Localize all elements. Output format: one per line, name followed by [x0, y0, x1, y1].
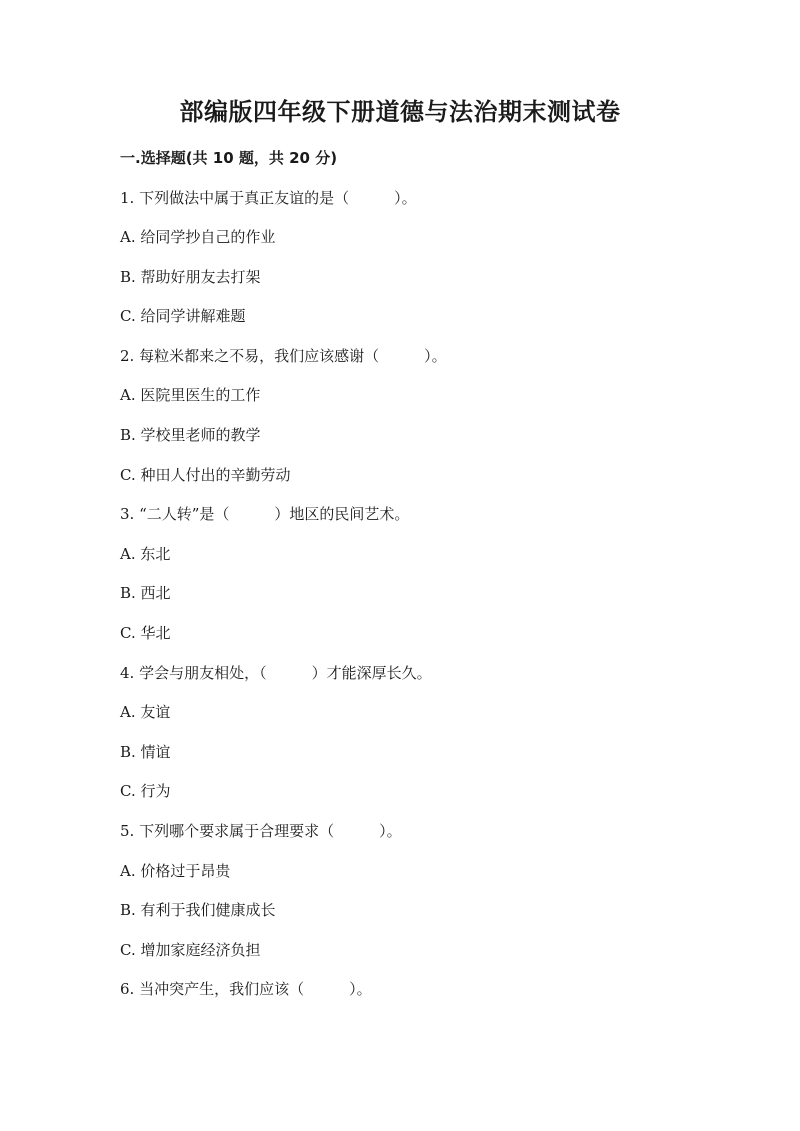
question-2-stem: 2. 每粒米都来之不易，我们应该感谢（ ）。 [120, 347, 447, 365]
question-3-option-c: C. 华北 [120, 624, 171, 642]
question-4-option-c: C. 行为 [120, 782, 171, 800]
question-5-option-a: A. 价格过于昂贵 [120, 862, 231, 880]
question-4-option-b: B. 情谊 [120, 743, 171, 761]
question-4-stem: 4. 学会与朋友相处，（ ）才能深厚长久。 [120, 664, 432, 682]
question-2-option-a: A. 医院里医生的工作 [120, 386, 261, 404]
question-2-option-c: C. 种田人付出的辛勤劳动 [120, 466, 291, 484]
page-title: 部编版四年级下册道德与法治期末测试卷 [179, 98, 621, 126]
question-5-stem: 5. 下列哪个要求属于合理要求（ ）。 [120, 822, 402, 840]
question-2-option-b: B. 学校里老师的教学 [120, 426, 261, 444]
question-6-stem: 6. 当冲突产生，我们应该（ ）。 [120, 980, 372, 998]
question-1-option-b: B. 帮助好朋友去打架 [120, 268, 261, 286]
question-1-stem: 1. 下列做法中属于真正友谊的是（ ）。 [120, 189, 417, 207]
question-3-option-a: A. 东北 [120, 545, 171, 563]
question-4-option-a: A. 友谊 [120, 703, 171, 721]
question-1-option-c: C. 给同学讲解难题 [120, 307, 246, 325]
question-5-option-c: C. 增加家庭经济负担 [120, 941, 261, 959]
question-3-stem: 3. “二人转”是（ ）地区的民间艺术。 [120, 505, 410, 523]
question-5-option-b: B. 有利于我们健康成长 [120, 901, 276, 919]
question-3-option-b: B. 西北 [120, 584, 171, 602]
section-heading: 一.选择题(共 10 题，共 20 分) [120, 149, 338, 167]
question-1-option-a: A. 给同学抄自己的作业 [120, 228, 276, 246]
